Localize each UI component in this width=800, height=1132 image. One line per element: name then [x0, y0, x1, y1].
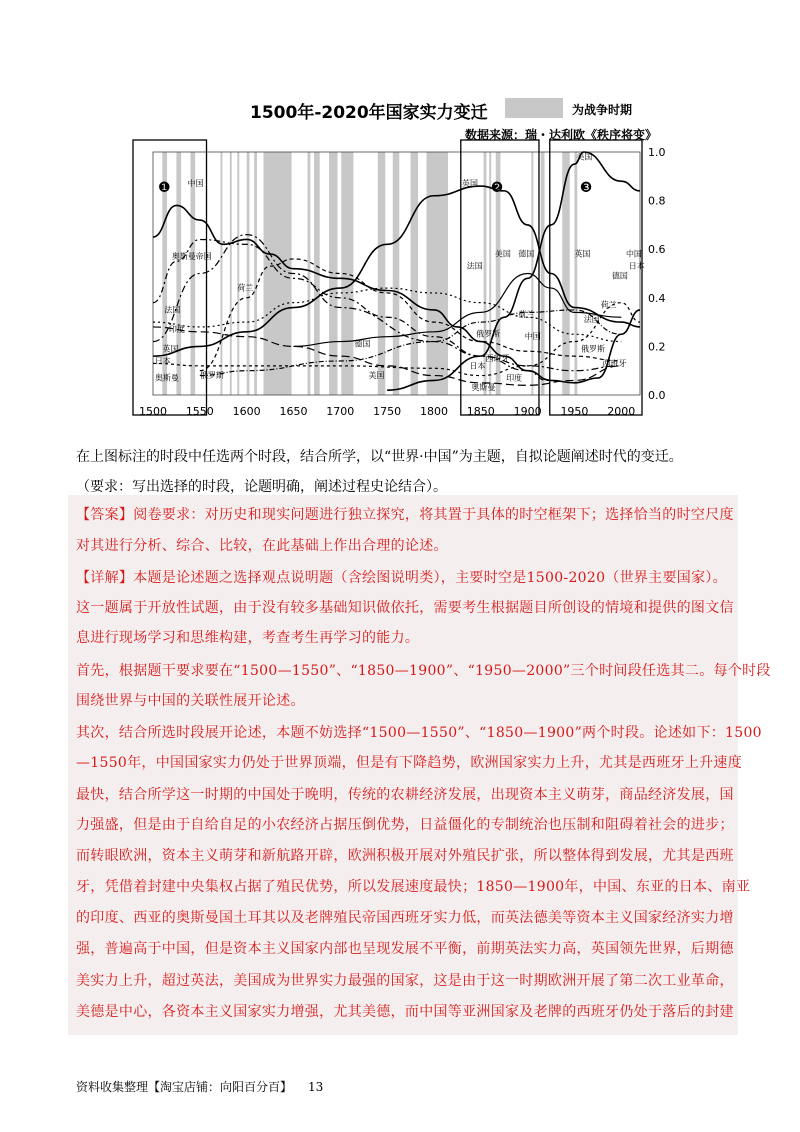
- war-period-band: [264, 152, 292, 395]
- war-period-band: [341, 152, 353, 395]
- answer-line: 【详解】本题是论述题之选择观点说明题（含绘图说明类），主要时空是1500-2020（世界主要国家）。: [76, 570, 727, 586]
- legend-war-label: 为战争时期: [572, 103, 633, 117]
- x-tick-label: 1600: [232, 405, 261, 418]
- answer-line: 美德是中心，各资本主义国家实力增强，尤其美德，而中国等亚洲国家及老牌的西班牙仍处于落后的封建: [76, 1004, 734, 1020]
- series-label: 西班牙: [602, 358, 627, 368]
- answer-line: 强，普遍高于中国，但是资本主义国家内部也呈现发展不平衡，前期英法实力高，英国领先世界，后期德: [76, 941, 734, 957]
- series-label: 奥斯曼帝国: [171, 251, 212, 261]
- x-tick-label: 1750: [373, 405, 402, 418]
- series-label: 中国: [524, 332, 541, 342]
- answer-line: 其次，结合所选时段展开论述，本题不妨选择“1500—1550”、“1850—1900”两个时段。论述如下：1500: [76, 725, 762, 741]
- y-tick-label: 0.4: [648, 291, 666, 305]
- series-label: 荷兰: [600, 300, 617, 310]
- series-label: 英国: [574, 249, 591, 259]
- series-label: 中国: [625, 249, 642, 259]
- x-tick-label: 1850: [466, 405, 495, 418]
- series-label: 日本: [154, 356, 171, 366]
- answer-line: 息进行现场学习和思维构建，考查考生再学习的能力。: [76, 630, 420, 646]
- y-tick-label: 1.0: [648, 146, 666, 159]
- series-line: [153, 235, 621, 371]
- answer-line: 力强盛，但是由于自给自足的小农经济占据压倒优势，日益僵化的专制统治也压制和阻碍着社会的进步；: [76, 817, 734, 833]
- power-chart: [120, 88, 680, 423]
- answer-line: 这一题属于开放性试题，由于没有较多基础知识做依托，需要考生根据题目所创设的情境和提供的图文信: [76, 600, 734, 616]
- war-period-band: [411, 152, 418, 395]
- x-tick-label: 1900: [513, 405, 542, 418]
- series-label: 荷兰: [518, 310, 535, 320]
- war-period-band: [308, 152, 311, 395]
- x-tick-label: 1550: [185, 405, 214, 418]
- series-label: 英国: [462, 179, 479, 189]
- series-label: 法国: [583, 315, 600, 325]
- series-label: 法国: [466, 261, 483, 271]
- series-label: 德国: [354, 339, 371, 349]
- series-label: 德国: [611, 271, 628, 281]
- period-marker: ❸: [579, 180, 593, 196]
- series-label: 奥斯曼: [471, 383, 496, 393]
- footer-text: 资料收集整理【淘宝店铺：向阳百分百】: [76, 1080, 293, 1094]
- series-label: 俄罗斯: [580, 344, 605, 354]
- answer-line: 围绕世界与中国的关联性展开论述。: [76, 693, 305, 709]
- war-period-band: [230, 152, 232, 395]
- x-tick-label: 1650: [279, 405, 308, 418]
- war-period-band: [190, 152, 195, 395]
- answer-line: 美实力上升，超过英法，美国成为世界实力最强的国家，这是由于这一时期欧洲开展了第二次工业革命，: [76, 973, 734, 989]
- y-tick-label: 0.8: [648, 194, 666, 208]
- series-label: 印度: [506, 373, 523, 383]
- page-number: 13: [308, 1080, 324, 1094]
- answer-line: 牙，凭借着封建中央集权占据了殖民优势，所以发展速度最快；1850—1900年，中国、东亚的日本、南亚: [76, 879, 751, 895]
- answer-line: —1550年，中国国家实力仍处于世界顶端，但是有下降趋势，欧洲国家实力上升，尤其是西班牙上升速度: [76, 755, 743, 771]
- x-tick-label: 1700: [326, 405, 355, 418]
- answer-line: 【答案】阅卷要求：对历史和现实问题进行独立探究，将其置于具体的时空框架下；选择恰当的时空尺度: [76, 507, 734, 523]
- answer-line: 最快，结合所学这一时期的中国处于晚明，传统的农耕经济发展，出现资本主义萌芽，商品经济发展，国: [76, 787, 734, 803]
- series-label: 日本: [469, 361, 486, 371]
- series-label: 英国: [162, 344, 179, 354]
- war-period-band: [220, 152, 222, 395]
- y-tick-label: 0.6: [648, 243, 666, 257]
- period-marker: ❷: [490, 180, 504, 196]
- x-tick-label: 1800: [419, 405, 448, 418]
- y-tick-label: 0.0: [648, 389, 666, 402]
- series-label: 日本: [628, 261, 645, 271]
- page-footer: [76, 1078, 323, 1095]
- war-period-band: [541, 152, 545, 395]
- answer-line: 对其进行分析、综合、比较，在此基础上作出合理的论述。: [76, 538, 448, 554]
- war-period-band: [574, 152, 577, 395]
- series-label: 法国: [164, 305, 181, 315]
- series-label: 奥斯曼: [154, 373, 179, 383]
- chart-plot: [120, 88, 680, 423]
- period-marker: ❶: [158, 180, 171, 196]
- x-tick-label: 1500: [139, 405, 167, 418]
- war-period-band: [237, 152, 239, 395]
- answer-line: 的印度、西亚的奥斯曼国土耳其以及老牌殖民帝国西班牙实力低，而英法德美等资本主义国家经济实力增: [76, 910, 734, 926]
- y-tick-label: 0.2: [648, 340, 666, 354]
- series-label: 美国: [576, 152, 593, 162]
- series-label: 俄罗斯: [199, 370, 224, 380]
- series-label: 德国: [518, 249, 535, 259]
- answer-line: 而转眼欧洲，资本主义萌芽和新航路开辟，欧洲积极开展对外殖民扩张，所以整体得到发展，尤其是西班: [76, 848, 734, 864]
- series-line: [387, 152, 640, 393]
- chart-source: 数据来源：瑞・达利欧《秩序将变》: [465, 128, 658, 142]
- series-label: 美国: [494, 249, 511, 259]
- series-label: 荷兰: [237, 283, 254, 293]
- question-line-1: 在上图标注的时段中任选两个时段，结合所学，以“世界·中国”为主题，自拟论题阐述时代的变迁。: [76, 449, 683, 465]
- war-period-band: [393, 152, 400, 395]
- war-period-band: [176, 152, 181, 395]
- war-period-band: [254, 152, 257, 395]
- series-label: 西班牙: [485, 353, 510, 363]
- series-label: 印度: [168, 324, 185, 334]
- series-label: 中国: [187, 179, 204, 189]
- question-line-2: （要求：写出选择的时段，论题明确，阐述过程史论结合）。: [76, 479, 447, 495]
- x-tick-label: 1950: [560, 405, 589, 418]
- war-period-band: [426, 152, 448, 395]
- chart-title: 1500年-2020年国家实力变迁: [250, 103, 488, 123]
- series-label: 美国: [368, 370, 385, 380]
- war-period-band: [378, 152, 385, 395]
- series-label: 俄罗斯: [476, 329, 501, 339]
- x-tick-label: 2000: [607, 405, 636, 418]
- answer-line: 首先，根据题干要求要在“1500—1550”、“1850—1900”、“1950—2000”三个时间段任选其二。每个时段: [76, 663, 771, 679]
- war-period-band: [247, 152, 250, 395]
- series-line: [153, 288, 621, 341]
